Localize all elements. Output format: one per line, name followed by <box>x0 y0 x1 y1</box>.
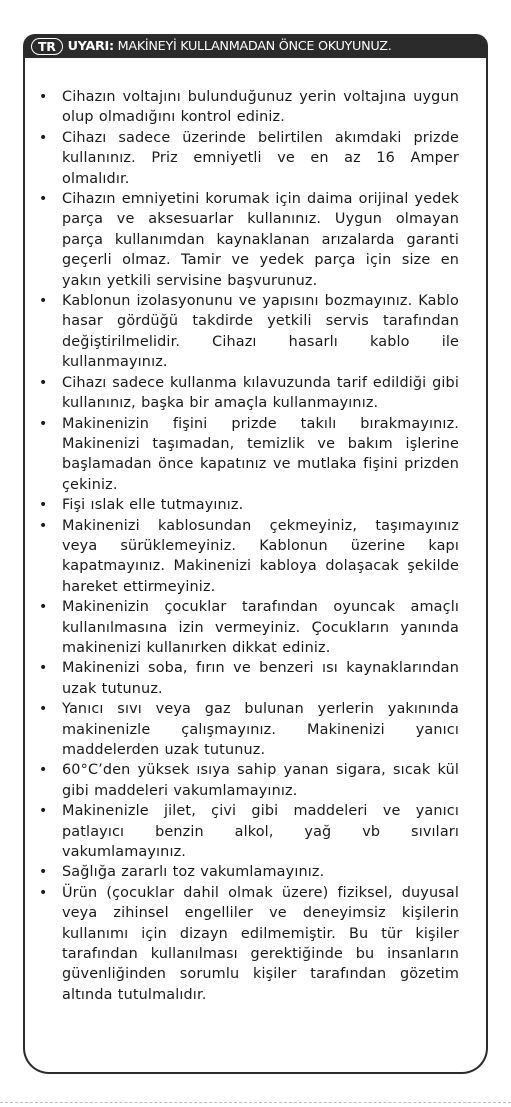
warning-item: • Cihazın voltajını bulunduğunuz yerin voltajına uygun olup olmadığını kontrol ediniz. <box>28 87 459 128</box>
language-badge: TR <box>31 38 63 55</box>
warning-item: • Yanıcı sıvı veya gaz bulunan yerlerin yakınında makinenizle çalışmayınız. Makinenizi yanıcı maddelerden uzak tutunuz. <box>28 699 459 760</box>
page-edge-divider <box>0 1102 511 1103</box>
warning-item: • Fişi ıslak elle tutmayınız. <box>28 495 459 515</box>
warning-item: • Makinenizle jilet, çivi gibi maddeleri ve yanıcı patlayıcı benzin alkol, yağ vb sıvıları vakumlamayınız. <box>28 801 459 862</box>
warning-item: • Sağlığa zararlı toz vakumlamayınız. <box>28 862 459 882</box>
warning-item: • Makinenizi soba, fırın ve benzeri ısı kaynaklarından uzak tutunuz. <box>28 658 459 699</box>
header-title: MAKİNEYİ KULLANMADAN ÖNCE OKUYUNUZ. <box>117 38 392 54</box>
warning-item: • Cihazı sadece kullanma kılavuzunda tarif edildiği gibi kullanınız, başka bir amaçla kullanmayınız. <box>28 373 459 414</box>
warning-item: • Makinenizin fişini prizde takılı bırakmayınız. Makinenizi taşımadan, temizlik ve bakım işlerine başlamadan önce kapatınız ve mutlaka fişini prizden çekiniz. <box>28 414 459 496</box>
warning-item: • Makinenizin çocuklar tarafından oyuncak amaçlı kullanılmasına izin vermeyiniz. Çocukların yanında makinenizi kullanırken dikkat ediniz. <box>28 597 459 658</box>
warning-item: • Ürün (çocuklar dahil olmak üzere) fiziksel, duyusal veya zihinsel engelliler ve deneyimsiz kişilerin kullanımı için dizayn edilmemiştir. Bu tür kişiler tarafından kullanılması gerektiğinde bu insanların güvenliğinden sorumlu kişiler tarafından gözetim altında tutulmalıdır. <box>28 883 459 1005</box>
warning-label: UYARI: <box>67 38 114 54</box>
warning-item: • Kablonun izolasyonunu ve yapısını bozmayınız. Kablo hasar gördüğü takdirde yetkili servis tarafından değiştirilmelidir. Cihazı hasarlı kablo ile kullanmayınız. <box>28 291 459 373</box>
header-text <box>68 39 392 54</box>
warning-item: • Cihazı sadece üzerinde belirtilen akımdaki prizde kullanınız. Priz emniyetli ve en az 16 Amper olmalıdır. <box>28 128 459 189</box>
warning-header <box>23 34 488 58</box>
warning-item: • 60°C’den yüksek ısıya sahip yanan sigara, sıcak kül gibi maddeleri vakumlamayınız. <box>28 760 459 801</box>
warning-item: • Makinenizi kablosundan çekmeyiniz, taşımayınız veya sürüklemeyiniz. Kablonun üzerine kapı kapatmayınız. Makinenizi kabloya dolaşacak şekilde hareket ettirmeyiniz. <box>28 516 459 598</box>
warning-list <box>28 87 459 1005</box>
warning-item: • Cihazın emniyetini korumak için daima orijinal yedek parça ve aksesuarlar kullanınız. Uygun olmayan parça kullanımdan kaynaklanan arızalarda garanti geçerli olmaz. Tamir ve yedek parça için size en yakın yetkili servisine başvurunuz. <box>28 189 459 291</box>
